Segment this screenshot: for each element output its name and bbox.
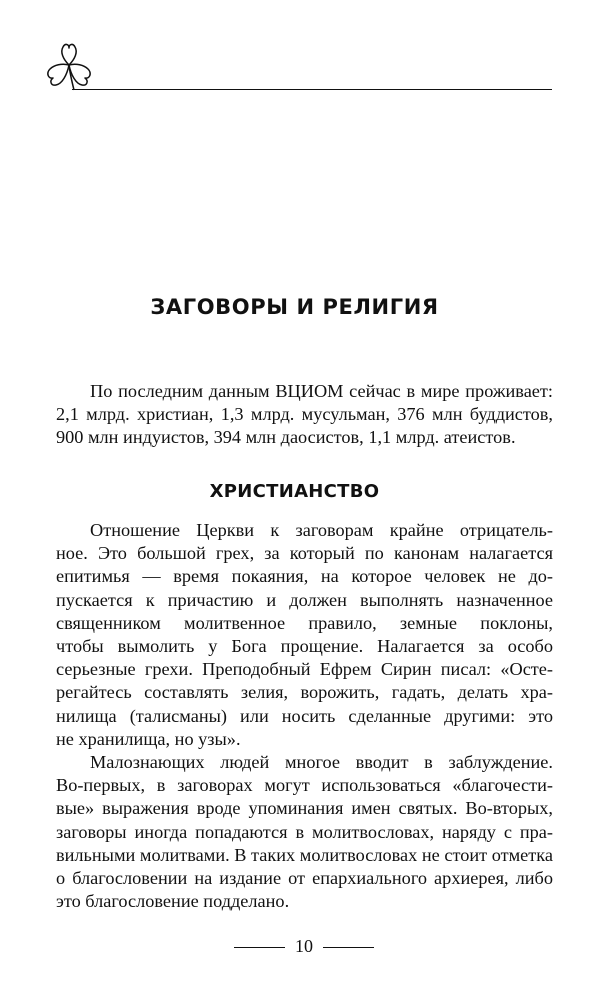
chapter-title: ЗАГОВОРЫ И РЕЛИГИЯ <box>150 295 439 319</box>
text-line: 2,1 млрд. христиан, 1,3 млрд. мусульман, 376 млн буддистов, <box>56 404 553 425</box>
text-line: не хранилища, но узы». <box>56 728 241 749</box>
header-rule <box>72 89 552 90</box>
clover-icon <box>36 34 102 104</box>
text-line: вые» выражения вроде упоминания имен святых. Во-вторых, <box>56 798 553 819</box>
intro-paragraph <box>56 380 553 450</box>
page-footer <box>0 936 589 960</box>
text-line: священником молитвенное правило, земные поклоны, <box>56 612 553 633</box>
text-line: чтобы вымолить у Бога прощение. Налагается за особо <box>56 636 553 657</box>
section-title: ХРИСТИАНСТВО <box>209 481 380 502</box>
page-number: 10 <box>295 936 313 956</box>
text-line: нилища (талисманы) или носить сделанные другими: это <box>56 705 553 726</box>
text-line: это благословение подделано. <box>56 891 290 912</box>
text-line: По последним данным ВЦИОМ сейчас в мире проживает: <box>90 381 553 401</box>
text-line: о благословении на издание от епархиального архиерея, либо <box>56 868 553 889</box>
text-line: регайтесь составлять зелия, ворожить, гадать, делать хра- <box>56 682 553 703</box>
text-line: 900 млн индуистов, 394 млн даосистов, 1,1 млрд. атеистов. <box>56 427 516 448</box>
text-line: ное. Это большой грех, за который по канонам налагается <box>56 543 553 564</box>
text-line: епитимья — время покаяния, на которое человек не до- <box>56 566 553 587</box>
text-line: пускается к причастию и должен выполнять назначенное <box>56 589 553 610</box>
text-line: Отношение Церкви к заговорам крайне отрицатель- <box>90 520 553 540</box>
body-paragraph-1 <box>56 519 553 751</box>
text-line: Малознающих людей многое вводит в заблуждение. <box>90 752 553 772</box>
text-line: серьезные грехи. Преподобный Ефрем Сирин писал: «Осте- <box>56 659 553 680</box>
text-line: вильными молитвами. В таких молитвословах не стоит отметка <box>56 844 553 865</box>
text-line: Во-первых, в заговорах могут использоваться «благочести- <box>56 775 553 796</box>
footer-rule-left <box>234 947 285 948</box>
footer-rule-right <box>323 947 374 948</box>
body-paragraph-2 <box>56 751 553 913</box>
text-line: заговоры иногда попадаются в молитвословах, наряду с пра- <box>56 821 553 842</box>
